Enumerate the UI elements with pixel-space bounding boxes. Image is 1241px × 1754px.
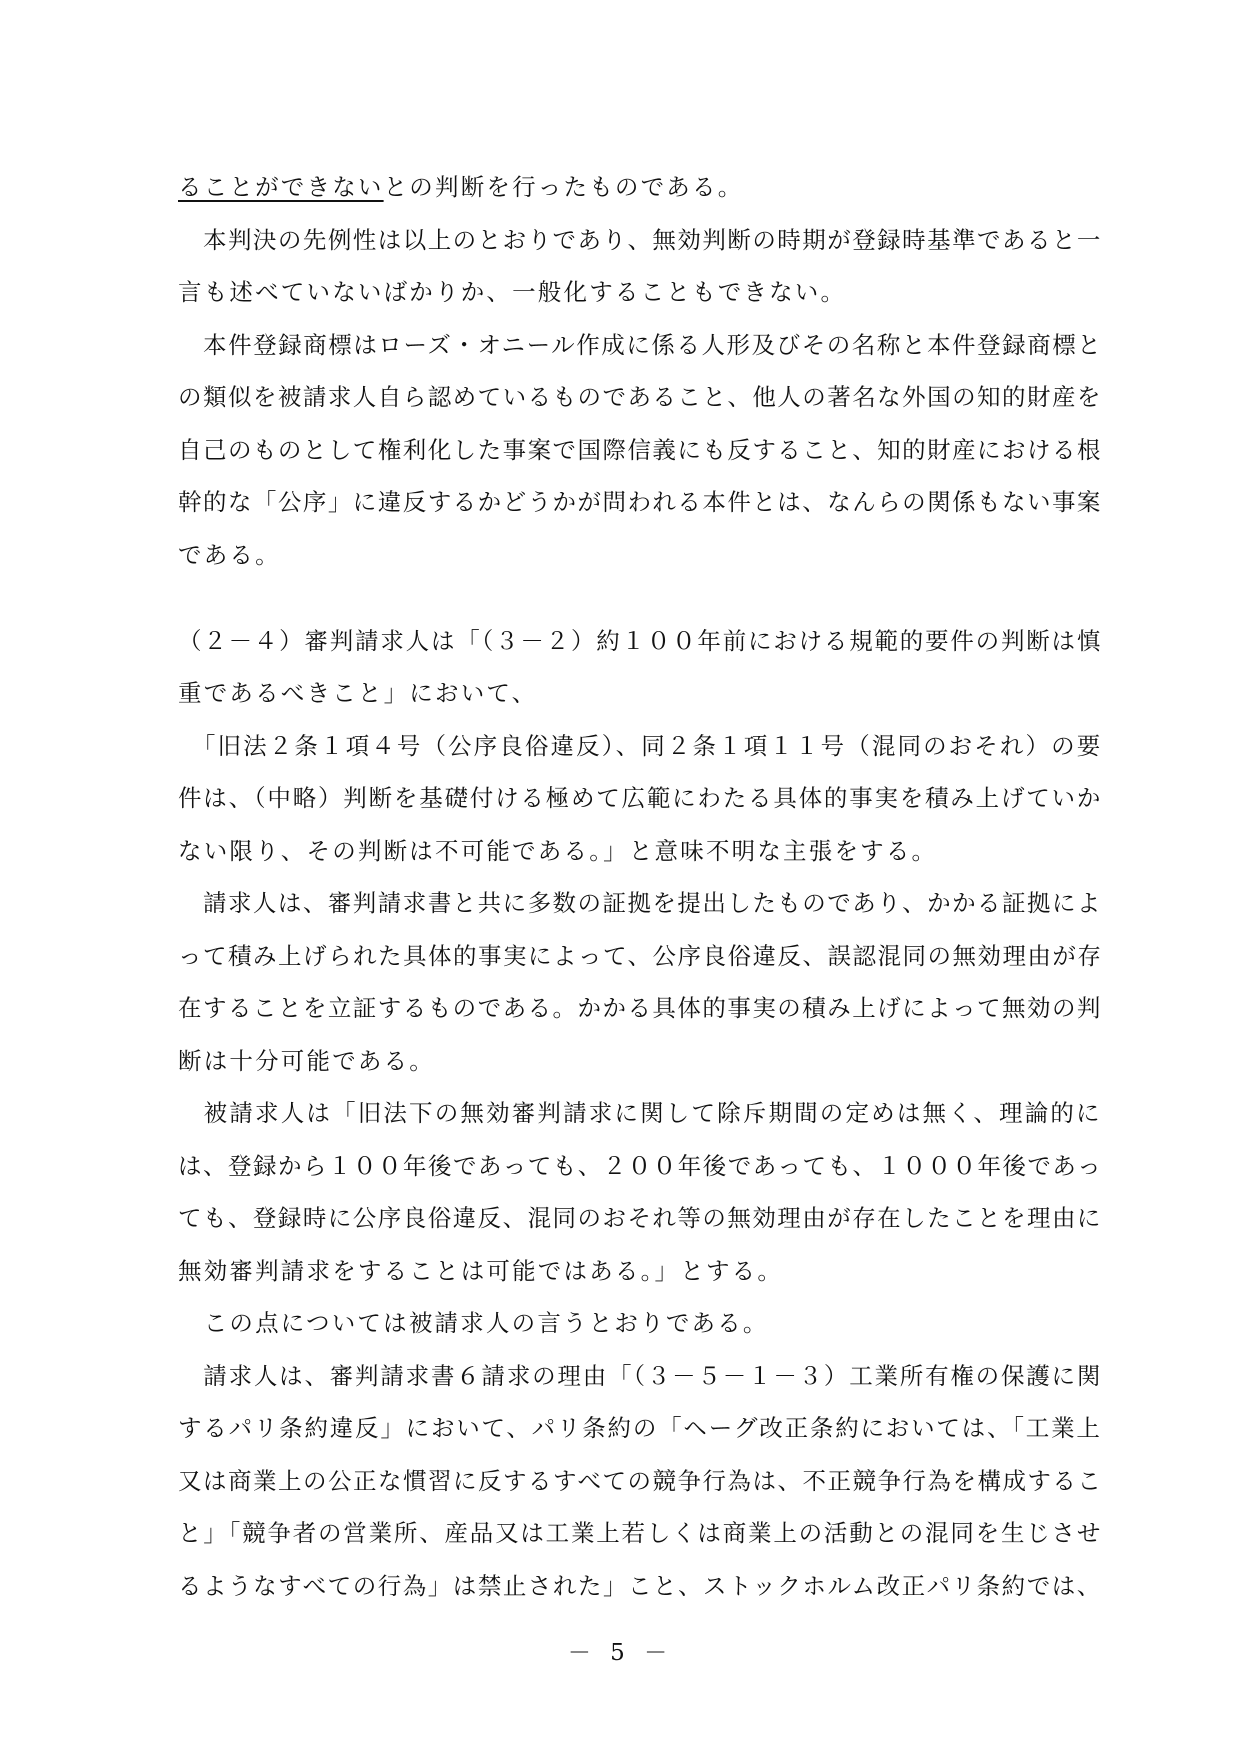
- text-line-8: である。: [178, 541, 281, 569]
- text-line-22: この点については被請求人の言うとおりである。: [178, 1309, 769, 1337]
- text-line-1: [178, 172, 743, 202]
- text-line-18: 被請求人は「旧法下の無効審判請求に関して除斥期間の定めは無く、理論的に: [178, 1099, 1102, 1127]
- underlined-text: ることができない: [178, 173, 384, 201]
- text-line-19: は、登録から１００年後であっても、２００年後であっても、１０００年後であっ: [178, 1152, 1103, 1180]
- text-line-17: 断は十分可能である。: [178, 1047, 435, 1075]
- text-line-12: 件は、（中略）判断を基礎付ける極めて広範にわたる具体的事実を積み上げていか: [178, 784, 1103, 812]
- text-line-14: 請求人は、審判請求書と共に多数の証拠を提出したものであり、かかる証拠によ: [178, 889, 1102, 917]
- text-line-11: 「旧法２条１項４号（公序良俗違反）、同２条１項１１号（混同のおそれ）の要: [178, 732, 1103, 760]
- text-line-4: 本件登録商標はローズ・オニール作成に係る人形及びその名称と本件登録商標と: [178, 331, 1103, 359]
- text-line-24: するパリ条約違反」において、パリ条約の「ヘーグ改正条約においては、「工業上: [178, 1414, 1102, 1442]
- section-heading-line: （２－４）審判請求人は「（３－２）約１００年前における規範的要件の判断は慎: [178, 627, 1103, 655]
- text-line-27: るようなすべての行為」は禁止された」こと、ストックホルム改正パリ条約では、: [178, 1572, 1102, 1600]
- text-line-25: 又は商業上の公正な慣習に反するすべての競争行為は、不正競争行為を構成するこ: [178, 1467, 1103, 1495]
- text-line-5: の類似を被請求人自ら認めているものであること、他人の著名な外国の知的財産を: [178, 383, 1102, 411]
- text-line-23: 請求人は、審判請求書６請求の理由「（３－５－１－３）工業所有権の保護に関: [178, 1362, 1103, 1390]
- text-line-26: と」「競争者の営業所、産品又は工業上若しくは商業上の活動との混同を生じさせ: [178, 1519, 1103, 1547]
- text-line-15: って積み上げられた具体的事実によって、公序良俗違反、誤認混同の無効理由が存: [178, 942, 1103, 970]
- text-line-2: 本判決の先例性は以上のとおりであり、無効判断の時期が登録時基準であると一: [178, 226, 1102, 254]
- text-line-20: ても、登録時に公序良俗違反、混同のおそれ等の無効理由が存在したことを理由に: [178, 1204, 1102, 1232]
- text-span: との判断を行ったものである。: [383, 173, 744, 201]
- text-line-6: 自己のものとして権利化した事案で国際信義にも反すること、知的財産における根: [178, 436, 1102, 464]
- text-line-21: 無効審判請求をすることは可能ではある。」とする。: [178, 1257, 784, 1285]
- text-line-7: 幹的な「公序」に違反するかどうかが問われる本件とは、なんらの関係もない事案: [178, 488, 1102, 516]
- page-number: － 5 －: [567, 1640, 674, 1666]
- text-line-10: 重であるべきこと」において、: [178, 679, 538, 707]
- text-line-16: 在することを立証するものである。かかる具体的事実の積み上げによって無効の判: [178, 994, 1102, 1022]
- text-line-13: ない限り、その判断は不可能である。」と意味不明な主張をする。: [178, 837, 938, 865]
- text-line-3: 言も述べていないばかりか、一般化することもできない。: [178, 278, 847, 306]
